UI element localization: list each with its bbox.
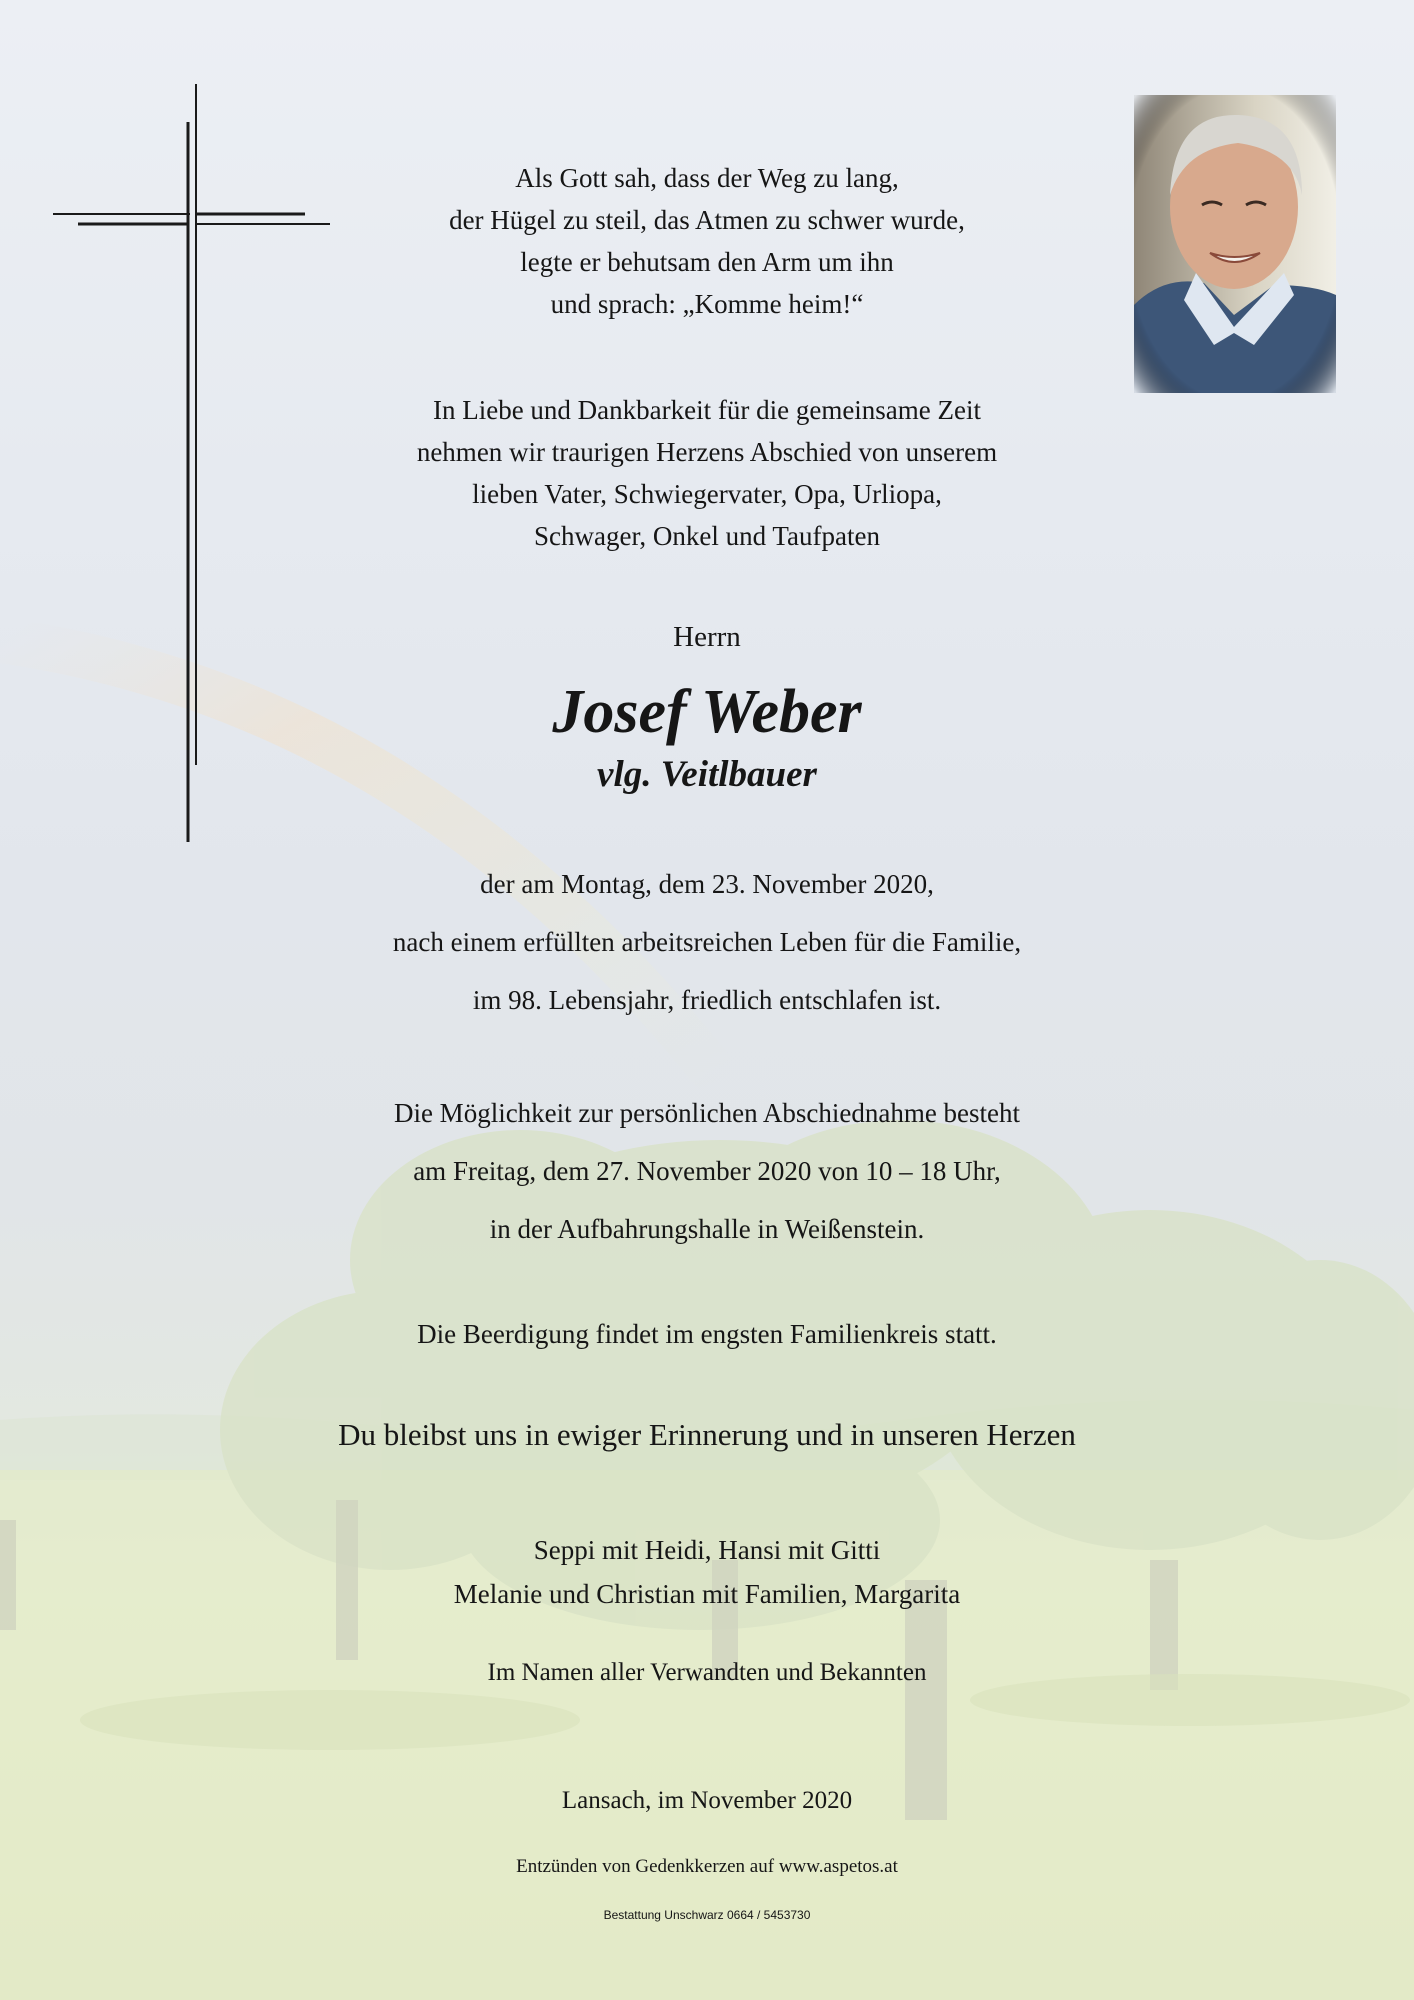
- poem-line: der Hügel zu steil, das Atmen zu schwer wurde,: [449, 205, 965, 235]
- mourners: [0, 1528, 1414, 1616]
- farewell-info: [0, 1084, 1414, 1258]
- deceased-alias: vlg. Veitlbauer: [597, 754, 817, 795]
- poem-line: Als Gott sah, dass der Weg zu lang,: [515, 163, 899, 193]
- funeral-info: Die Beerdigung findet im engsten Familienkreis statt.: [417, 1319, 997, 1349]
- relatives-line: Im Namen aller Verwandten und Bekannten: [487, 1659, 927, 1686]
- place-date: Lansach, im November 2020: [561, 1787, 853, 1814]
- death-notice-line: der am Montag, dem 23. November 2020,: [480, 869, 934, 899]
- deceased-name: Josef Weber: [552, 678, 862, 746]
- death-notice-line: im 98. Lebensjahr, friedlich entschlafen ist.: [472, 985, 942, 1015]
- death-notice: [0, 855, 1414, 1029]
- farewell-line: am Freitag, dem 27. November 2020 von 10 – 18 Uhr,: [413, 1156, 1001, 1186]
- death-notice-line: nach einem erfüllten arbeitsreichen Leben für die Familie,: [392, 927, 1022, 957]
- intro-line: In Liebe und Dankbarkeit für die gemeinsame Zeit: [432, 395, 982, 425]
- undertaker-contact: Bestattung Unschwarz 0664 / 5453730: [603, 1908, 811, 1922]
- intro-line: lieben Vater, Schwiegervater, Opa, Urliopa,: [472, 479, 942, 509]
- memory-line: Du bleibst uns in ewiger Erinnerung und in unseren Herzen: [338, 1417, 1076, 1452]
- mourner-line: Seppi mit Heidi, Hansi mit Gitti: [533, 1535, 881, 1565]
- mourner-line: Melanie und Christian mit Familien, Margarita: [453, 1579, 961, 1609]
- intro-text: [0, 389, 1414, 557]
- salutation: Herrn: [673, 621, 741, 653]
- intro-line: nehmen wir traurigen Herzens Abschied von unserem: [416, 437, 998, 467]
- poem: [0, 157, 1414, 325]
- poem-line: legte er behutsam den Arm um ihn: [520, 247, 894, 277]
- farewell-line: in der Aufbahrungshalle in Weißenstein.: [489, 1214, 925, 1244]
- intro-line: Schwager, Onkel und Taufpaten: [534, 521, 880, 551]
- candles-link[interactable]: Entzünden von Gedenkkerzen auf www.aspetos.at: [516, 1856, 898, 1877]
- farewell-line: Die Möglichkeit zur persönlichen Abschiednahme besteht: [393, 1098, 1021, 1128]
- poem-line: und sprach: „Komme heim!“: [550, 289, 864, 319]
